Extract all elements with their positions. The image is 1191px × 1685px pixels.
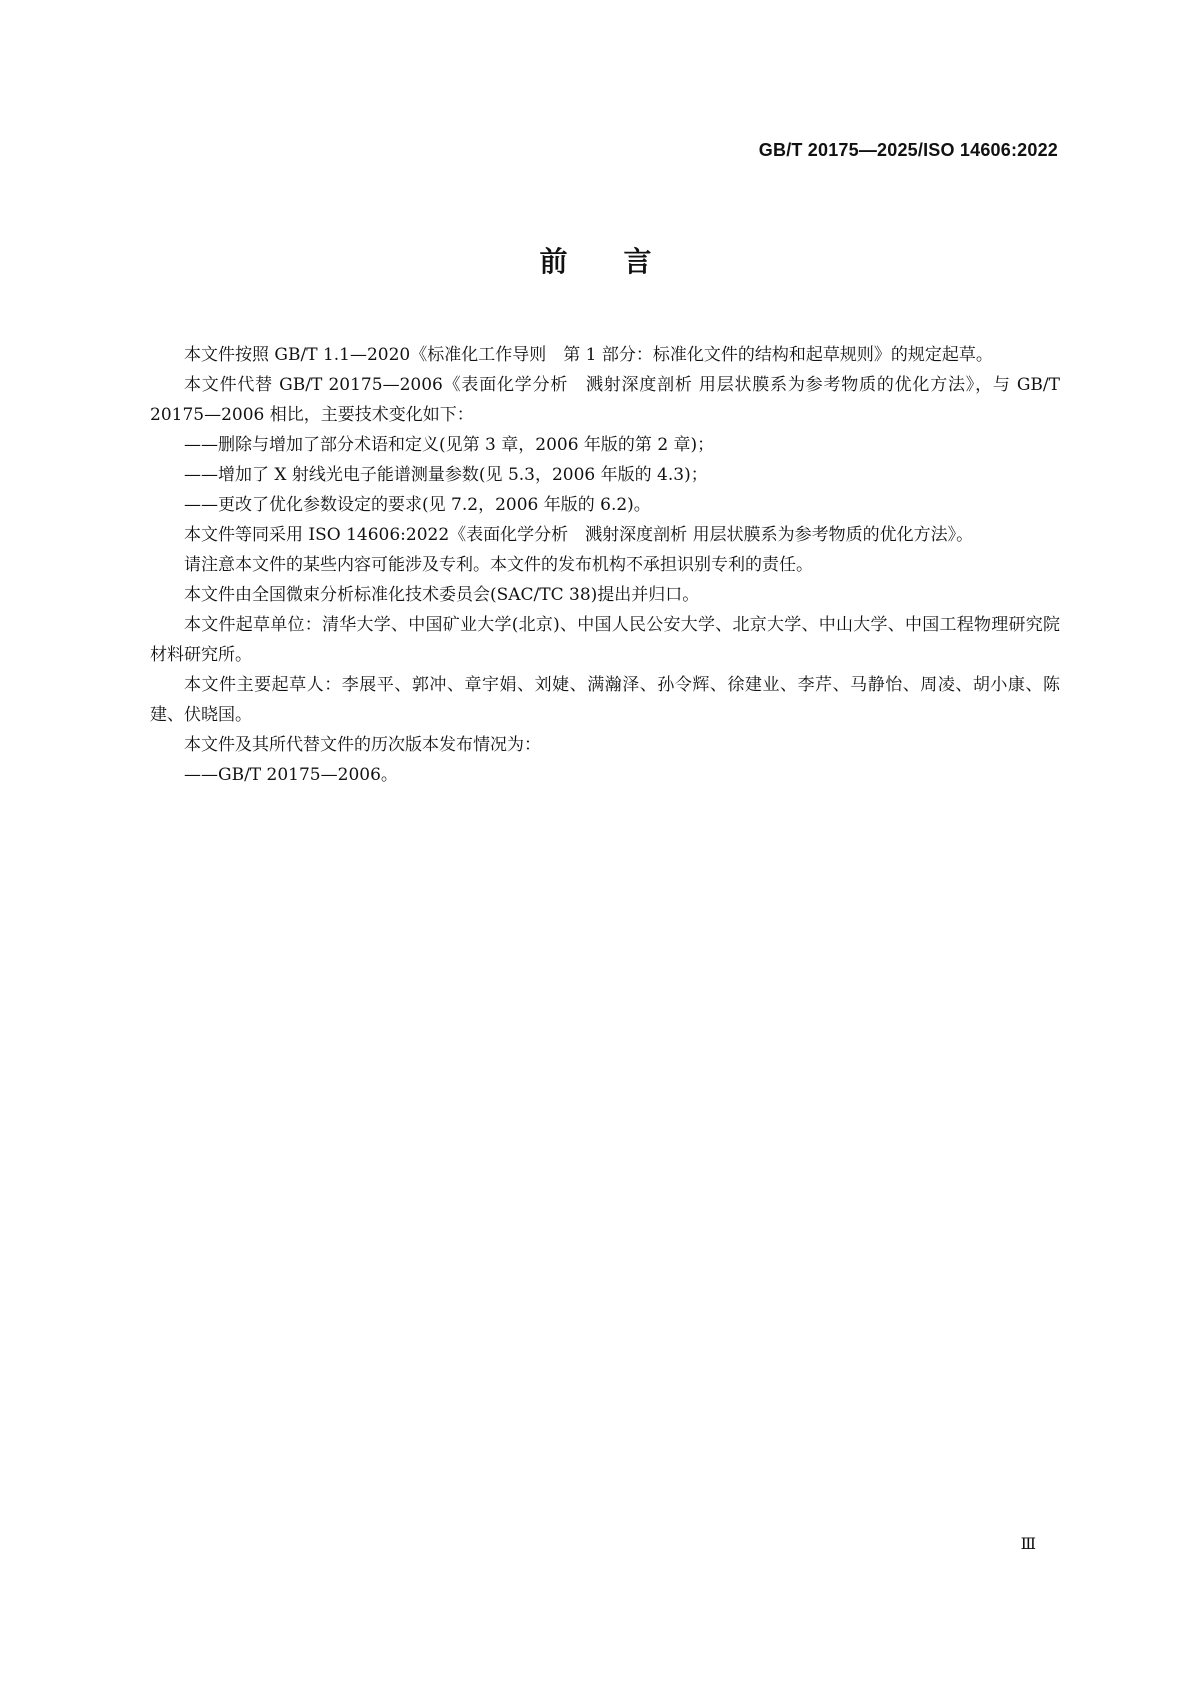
paragraph-drafters: 本文件主要起草人：李展平、郭冲、章宇娟、刘婕、满瀚泽、孙令辉、徐建业、李芹、马静怡、周凌、胡小康、陈建、伏晓国。 <box>150 675 1060 725</box>
paragraph-iso-adoption: 本文件等同采用 ISO 14606:2022《表面化学分析 溅射深度剖析 用层状膜系为参考物质的优化方法》。 <box>184 525 974 545</box>
change-item-terms: ——删除与增加了部分术语和定义(见第 3 章，2006 年版的第 2 章)； <box>184 435 715 455</box>
paragraph-history-intro: 本文件及其所代替文件的历次版本发布情况为： <box>184 735 541 755</box>
page-number: Ⅲ <box>1020 1534 1036 1553</box>
title-char-2: 言 <box>623 245 652 278</box>
paragraph-replacement: 本文件代替 GB/T 20175—2006《表面化学分析 溅射深度剖析 用层状膜系为参考物质的优化方法》，与 GB/T 20175—2006 相比，主要技术变化如下： <box>150 375 1060 425</box>
paragraph-patent-notice: 请注意本文件的某些内容可能涉及专利。本文件的发布机构不承担识别专利的责任。 <box>184 555 813 575</box>
title-char-1: 前 <box>539 245 568 278</box>
change-item-xps: ——增加了 X 射线光电子能谱测量参数(见 5.3，2006 年版的 4.3)； <box>184 465 708 485</box>
page-title <box>0 240 1191 280</box>
standard-number: GB/T 20175—2025/ISO 14606:2022 <box>758 140 1058 160</box>
paragraph-drafting-units: 本文件起草单位：清华大学、中国矿业大学(北京)、中国人民公安大学、北京大学、中山大学、中国工程物理研究院材料研究所。 <box>150 615 1060 665</box>
paragraph-drafting-basis: 本文件按照 GB/T 1.1—2020《标准化工作导则 第 1 部分：标准化文件的结构和起草规则》的规定起草。 <box>184 345 993 365</box>
paragraph-committee: 本文件由全国微束分析标准化技术委员会(SAC/TC 38)提出并归口。 <box>184 585 700 605</box>
change-item-optimization: ——更改了优化参数设定的要求(见 7.2，2006 年版的 6.2)。 <box>184 495 651 515</box>
foreword-body <box>150 340 1060 790</box>
history-item: ——GB/T 20175—2006。 <box>184 765 398 785</box>
